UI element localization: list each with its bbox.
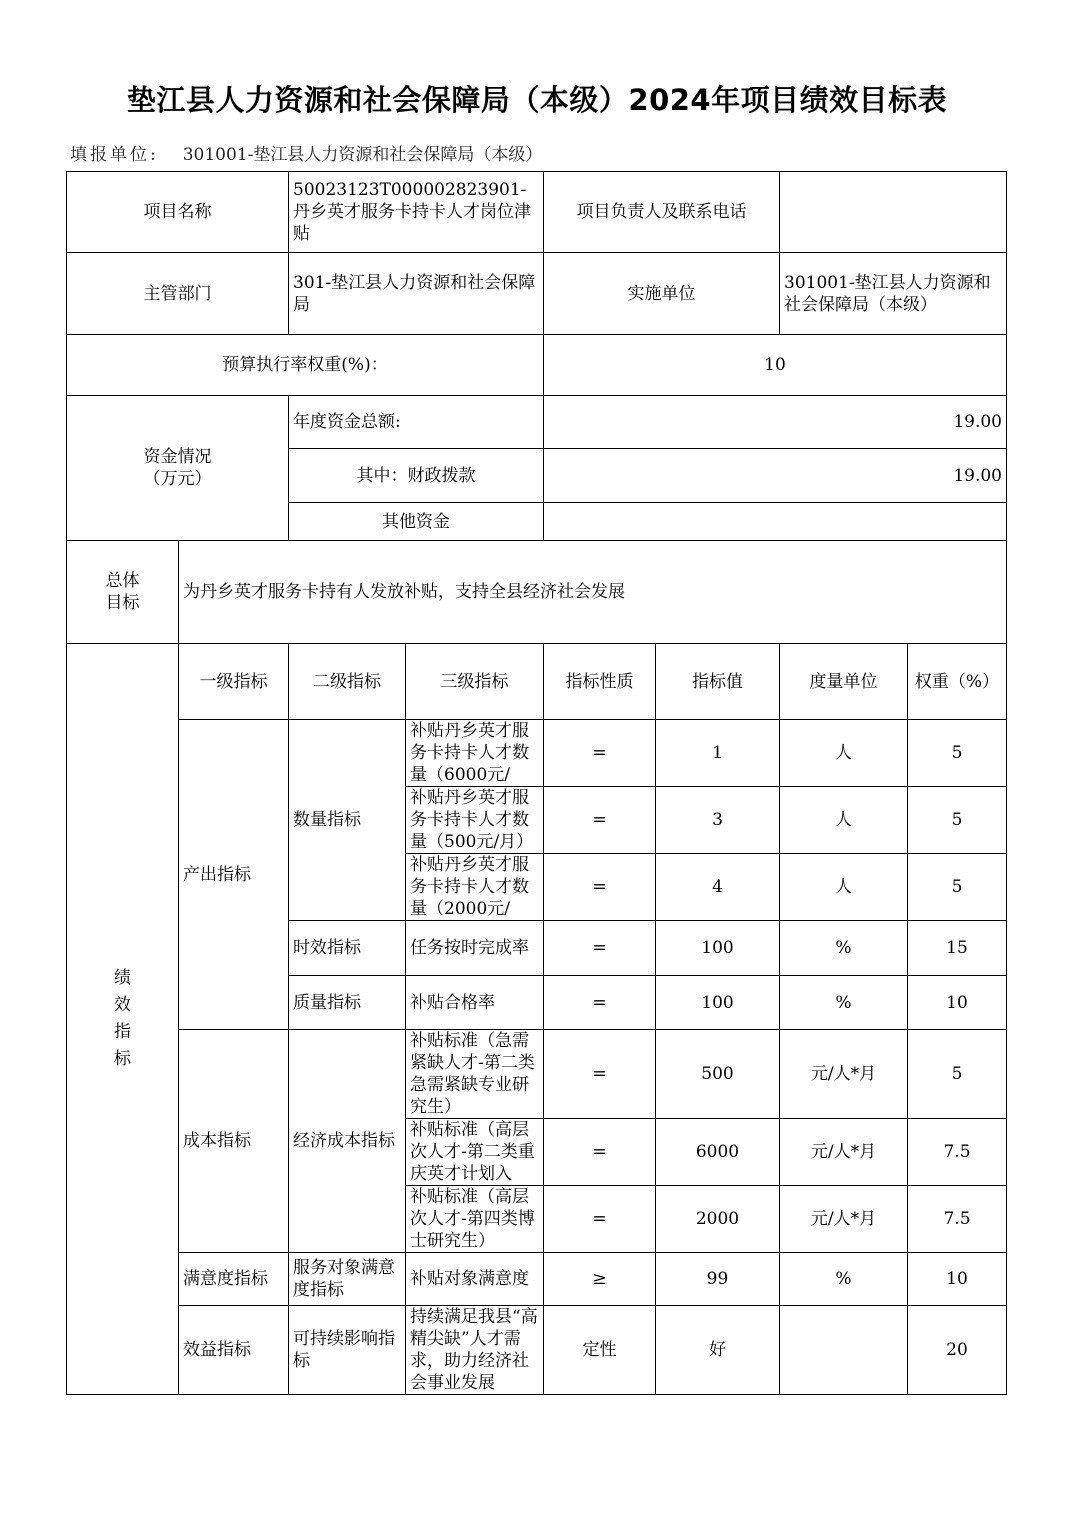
level3-indicator <box>406 1306 544 1395</box>
perf-label-char: 效 <box>114 995 131 1015</box>
indicator-unit: 人 <box>780 787 908 854</box>
indicator-unit: 元/人*月 <box>780 1119 908 1186</box>
indicator-weight: 5 <box>908 854 1007 921</box>
level3-text: 补贴标准（高层次人才-第四类博士研究生） <box>410 1187 535 1251</box>
indicator-unit: 元/人*月 <box>780 1186 908 1253</box>
indicator-weight: 7.5 <box>908 1186 1007 1253</box>
level1-output: 产出指标 <box>179 720 289 1030</box>
indicator-value: 100 <box>656 976 780 1030</box>
indicator-value: 2000 <box>656 1186 780 1253</box>
impl-unit-label: 实施单位 <box>544 253 780 335</box>
level2-sustainability: 可持续影响指标 <box>289 1306 406 1395</box>
indicator-nature: = <box>544 787 656 854</box>
indicator-nature: = <box>544 976 656 1030</box>
indicator-weight: 15 <box>908 921 1007 976</box>
indicator-weight: 10 <box>908 976 1007 1030</box>
filing-unit-value: 301001-垫江县人力资源和社会保障局（本级） <box>182 145 543 165</box>
header-nature: 指标性质 <box>544 644 656 720</box>
level2-service-satisfaction: 服务对象满意度指标 <box>289 1253 406 1306</box>
level3-indicator: 补贴对象满意度 <box>406 1253 544 1306</box>
level2-quality: 质量指标 <box>289 976 406 1030</box>
indicator-nature: ≥ <box>544 1253 656 1306</box>
level3-indicator <box>406 720 544 787</box>
level1-benefit: 效益指标 <box>179 1306 289 1395</box>
level3-indicator <box>406 1030 544 1119</box>
indicator-nature: 定性 <box>544 1306 656 1395</box>
indicator-value: 99 <box>656 1253 780 1306</box>
indicator-weight: 5 <box>908 787 1007 854</box>
impl-unit-value: 301001-垫江县人力资源和社会保障局（本级） <box>780 253 1007 335</box>
indicator-nature: = <box>544 854 656 921</box>
level3-indicator: 补贴合格率 <box>406 976 544 1030</box>
indicator-unit: % <box>780 1253 908 1306</box>
page-title: 垫江县人力资源和社会保障局（本级）2024年项目绩效目标表 <box>126 83 948 117</box>
funds-label-line1: 资金情况 <box>143 447 212 467</box>
indicator-value: 3 <box>656 787 780 854</box>
overall-goal-label-line2: 目标 <box>105 593 140 613</box>
filing-unit <box>70 140 542 165</box>
indicator-nature: = <box>544 720 656 787</box>
level3-text: 补贴标准（急需紧缺人才-第二类急需紧缺专业研究生） <box>410 1031 535 1117</box>
budget-rate-label: 预算执行率权重(%)： <box>67 335 544 396</box>
indicator-value: 500 <box>656 1030 780 1119</box>
performance-target-table <box>66 171 1007 1395</box>
project-name-value: 50023123T000002823901-丹乡英才服务卡持卡人才岗位津贴 <box>289 172 544 253</box>
indicator-nature: = <box>544 921 656 976</box>
level3-text: 持续满足我县“高精尖缺”人才需求，助力经济社会事业发展 <box>410 1307 538 1393</box>
indicator-weight: 5 <box>908 720 1007 787</box>
overall-goal-value: 为丹乡英才服务卡持有人发放补贴，支持全县经济社会发展 <box>179 541 1007 644</box>
indicator-value: 6000 <box>656 1119 780 1186</box>
project-contact-value <box>780 172 1007 253</box>
level3-text: 补贴丹乡英才服务卡持卡人才数量（500元/月） <box>410 788 534 852</box>
header-weight: 权重（%） <box>908 644 1007 720</box>
funds-other-value <box>544 503 1007 541</box>
level3-indicator <box>406 787 544 854</box>
indicator-unit: % <box>780 976 908 1030</box>
funds-fiscal-label: 其中：财政拨款 <box>289 449 544 503</box>
perf-indicator-label <box>67 644 179 1395</box>
indicator-nature: = <box>544 1030 656 1119</box>
perf-label-char: 绩 <box>114 968 131 988</box>
level3-indicator <box>406 1119 544 1186</box>
level3-indicator: 任务按时完成率 <box>406 921 544 976</box>
indicator-unit <box>780 1306 908 1395</box>
indicator-weight: 20 <box>908 1306 1007 1395</box>
indicator-value: 好 <box>656 1306 780 1395</box>
indicator-unit: % <box>780 921 908 976</box>
header-level2: 二级指标 <box>289 644 406 720</box>
funds-other-label: 其他资金 <box>289 503 544 541</box>
dept-label: 主管部门 <box>67 253 289 335</box>
indicator-unit: 人 <box>780 720 908 787</box>
header-value: 指标值 <box>656 644 780 720</box>
project-name-label: 项目名称 <box>67 172 289 253</box>
level3-indicator <box>406 1186 544 1253</box>
overall-goal-label <box>67 541 179 644</box>
level3-text: 补贴丹乡英才服务卡持卡人才数量（2000元/ <box>410 855 529 919</box>
level3-indicator <box>406 854 544 921</box>
indicator-unit: 元/人*月 <box>780 1030 908 1119</box>
level1-cost: 成本指标 <box>179 1030 289 1253</box>
indicator-nature: = <box>544 1186 656 1253</box>
indicator-weight: 7.5 <box>908 1119 1007 1186</box>
level1-satisfaction: 满意度指标 <box>179 1253 289 1306</box>
indicator-value: 4 <box>656 854 780 921</box>
dept-value: 301-垫江县人力资源和社会保障局 <box>289 253 544 335</box>
filing-unit-label: 填报单位: <box>70 145 159 165</box>
overall-goal-label-line1: 总体 <box>105 571 140 591</box>
header-level3: 三级指标 <box>406 644 544 720</box>
header-level1: 一级指标 <box>179 644 289 720</box>
perf-label-char: 指 <box>114 1022 131 1042</box>
funds-total-value: 19.00 <box>544 396 1007 449</box>
level2-econ-cost: 经济成本指标 <box>289 1030 406 1253</box>
indicator-value: 100 <box>656 921 780 976</box>
level3-text: 补贴丹乡英才服务卡持卡人才数量（6000元/ <box>410 721 529 785</box>
indicator-value: 1 <box>656 720 780 787</box>
level3-text: 补贴标准（高层次人才-第二类重庆英才计划入 <box>410 1120 535 1184</box>
funds-total-label: 年度资金总额: <box>289 396 544 449</box>
funds-fiscal-value: 19.00 <box>544 449 1007 503</box>
indicator-nature: = <box>544 1119 656 1186</box>
indicator-weight: 5 <box>908 1030 1007 1119</box>
indicator-unit: 人 <box>780 854 908 921</box>
header-unit: 度量单位 <box>780 644 908 720</box>
level2-quantity: 数量指标 <box>289 720 406 921</box>
level2-timeliness: 时效指标 <box>289 921 406 976</box>
perf-label-char: 标 <box>114 1049 131 1069</box>
indicator-weight: 10 <box>908 1253 1007 1306</box>
budget-rate-value: 10 <box>544 335 1007 396</box>
funds-label-line2: （万元） <box>143 469 212 489</box>
project-contact-label: 项目负责人及联系电话 <box>544 172 780 253</box>
funds-label <box>67 396 289 541</box>
